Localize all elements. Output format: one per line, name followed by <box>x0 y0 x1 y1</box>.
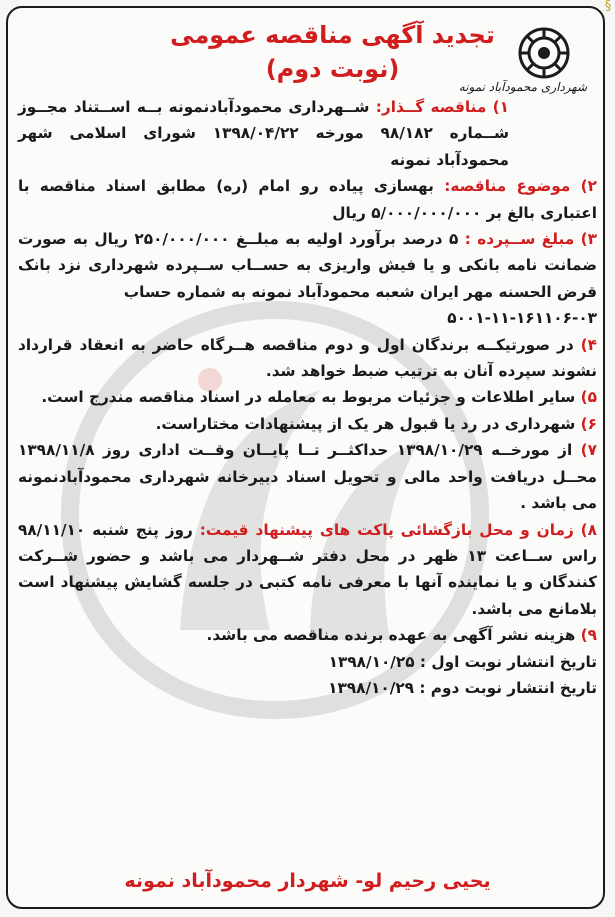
item-6: ۶) شهرداری در رد یا قبول هر یک از پیشنهادات مختاراست. <box>155 414 597 433</box>
item-1-text: شــهرداری محمودآبادنمونه بــه اســتناد مجــوز شــماره ۹۸/۱۸۲ مورخه ۱۳۹۸/۰۴/۲۲ شورای اسلامی شهر محمودآباد نمونه <box>18 98 509 169</box>
publish-date-second: تاریخ انتشار نوبت دوم : ۱۳۹۸/۱۰/۲۹ <box>328 678 597 697</box>
notice-title <box>170 18 495 86</box>
item-2: ۲) موضوع مناقصه: بهسازی پیاده رو امام (ره) مطابق اسناد مناقصه با اعتباری بالغ بر ۵/۰۰۰/۰۰۰/۰۰۰ ریال <box>18 177 598 222</box>
item-5-text: سایر اطلاعات و جزئیات مربوط به معامله در اسناد مناقصه مندرج است. <box>41 388 576 407</box>
item-4: ۴) در صورتیکــه برندگان اول و دوم مناقصه هــرگاه حاضر به انعقاد قرارداد نشوند سپرده آنان به ترتیب ضبط خواهد شد. <box>18 335 597 381</box>
item-7: ۷) از مورخــه ۱۳۹۸/۱۰/۲۹ حداکثــر تــا پایــان وقــت اداری روز ۱۳۹۸/۱۱/۸ محــل دریافت واحد مالی و تحویل اسناد دبیرخانه شهرداری محمودآبادنمونه می باشد . <box>18 441 598 513</box>
publish-date-first: تاریخ انتشار نوبت اول : ۱۳۹۸/۱۰/۲۵ <box>328 652 597 671</box>
title-main: تجدید آگهی مناقصه عمومی <box>170 21 495 49</box>
item-1: ۱) مناقصه گــذار: شــهرداری محمودآبادنمونه بــه اســتناد مجــوز شــماره ۹۸/۱۸۲ مورخه ۱۳۹۸/۰۴/۲۲ شورای اسلامی شهر محمودآباد نمونه <box>18 98 509 169</box>
item-9-text: هزینه نشر آگهی به عهده برنده مناقصه می باشد. <box>206 626 576 645</box>
notice-body <box>18 94 597 701</box>
item-9: ۹) هزینه نشر آگهی به عهده برنده مناقصه می باشد. <box>206 626 597 645</box>
item-1-label: مناقصه گــذار: <box>375 98 487 116</box>
item-8-text: روز پنج شنبه ۹۸/۱۱/۱۰ راس ســاعت ۱۳ ظهر در محل دفتر شــهردار می باشد و حضور شــرکت کنندگان و یا نماینده آنها با معرفی نامه کتبی در جلسه گشایش پیشنهاد است بلامانع می باشد. <box>18 520 597 618</box>
item-2-text: بهسازی پیاده رو امام (ره) مطابق اسناد مناقصه با اعتباری بالغ بر ۵/۰۰۰/۰۰۰/۰۰۰ ریال <box>18 177 597 222</box>
item-8: ۸) زمان و محل بازگشائی پاکت های پیشنهاد قیمت: روز پنج شنبه ۹۸/۱۱/۱۰ راس ســاعت ۱۳ ظهر در محل دفتر شــهردار می باشد و حضور شــرکت کنندگان و یا نماینده آنها با معرفی نامه کتبی در جلسه گشایش پیشنهاد است بلامانع می باشد. <box>18 520 598 618</box>
item-8-label: زمان و محل بازگشائی پاکت های پیشنهاد قیمت: <box>199 520 574 539</box>
item-3: ۳) مبلغ ســپرده : ۵ درصد برآورد اولیه به مبلــغ ۲۵۰/۰۰۰/۰۰۰ ریال به صورت ضمانت نامه بانکی و یا فیش واریزی به حســاب ســپرده شهرداری نزد بانک قرض الحسنه مهر ایران شعبه محمودآباد نمونه به شماره حساب <box>18 230 597 301</box>
item-3-account: ۵۰۰۱-۱۱-۱۶۱۱۰۶-۰۳ <box>447 309 597 328</box>
header <box>20 18 595 98</box>
item-6-text: شهرداری در رد یا قبول هر یک از پیشنهادات مختاراست. <box>155 414 576 433</box>
item-3-label: مبلغ ســپرده : <box>464 230 575 249</box>
title-round: (نوبت دوم) <box>265 55 400 83</box>
item-5: ۵) سایر اطلاعات و جزئیات مربوط به معامله در اسناد مناقصه مندرج است. <box>41 388 597 407</box>
logo-caption: شهرداری محمودآباد نمونه <box>458 80 587 94</box>
item-2-label: موضوع مناقصه: <box>444 177 571 196</box>
corner-mark: § <box>604 0 612 14</box>
item-3-text: ۵ درصد برآورد اولیه به مبلــغ ۲۵۰/۰۰۰/۰۰۰ ریال به صورت ضمانت نامه بانکی و یا فیش واریزی به حســاب ســپرده شهرداری نزد بانک قرض الحسنه مهر ایران شعبه محمودآباد نمونه به شماره حساب <box>18 230 597 301</box>
logo-emblem-icon <box>517 26 571 80</box>
mayor-signature: یحیی رحیم لو- شهردار محمودآباد نمونه <box>124 870 491 892</box>
item-4-text: در صورتیکــه برندگان اول و دوم مناقصه هــرگاه حاضر به انعقاد قرارداد نشوند سپرده آنان به ترتیب ضبط خواهد شد. <box>18 335 597 381</box>
item-7-text: از مورخــه ۱۳۹۸/۱۰/۲۹ حداکثــر تــا پایــان وقــت اداری روز ۱۳۹۸/۱۱/۸ محــل دریافت واحد مالی و تحویل اسناد دبیرخانه شهرداری محمودآبادنمونه می باشد . <box>18 441 597 513</box>
